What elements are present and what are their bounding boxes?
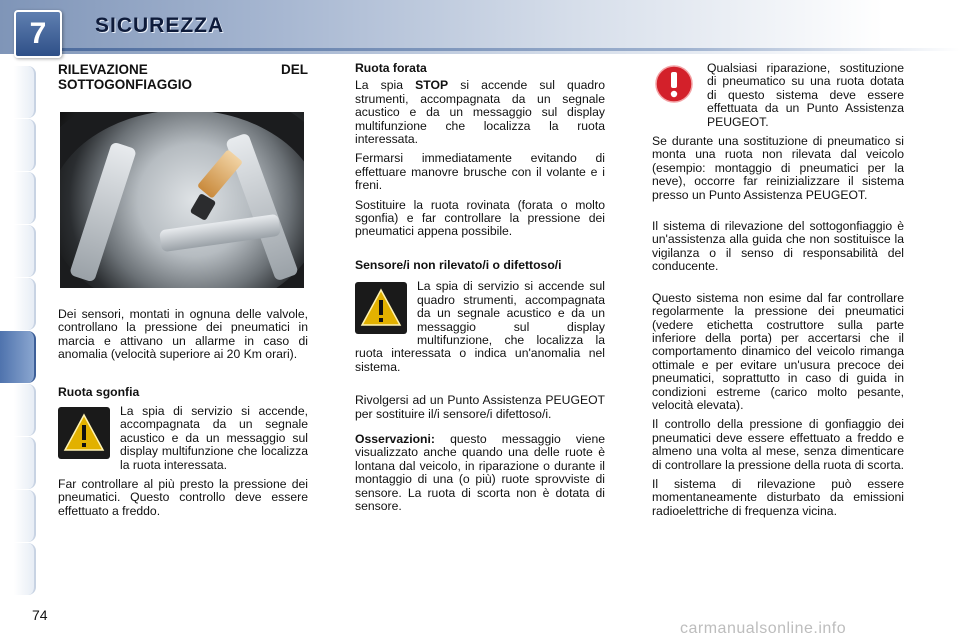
chapter-tab[interactable]: [0, 490, 36, 542]
note-label: Osservazioni:: [355, 431, 435, 446]
exempt-paragraph: Questo sistema non esime dal far controllare regolarmente la pressione dei pneumatici (vedere etichetta costruttore sulla parte inferiore della porta) per accertarsi che il comportamento dinamico del veicolo rimanga ottimale e per evitare un'usura precoce dei pneumatici, soprattutto in caso di guida in condizioni estreme (carico molto pesante, velocità elevata).: [652, 290, 904, 412]
chapter-tab[interactable]: [0, 119, 36, 171]
punctured-tyre-paragraph: La spia STOP si accende sul quadro strumenti, accompagnata da un segnale acustico e da un messaggio sul display multifunzione che localizza la ruota interessata.: [355, 78, 606, 147]
punctured-tyre-replace: Sostituire la ruota rovinata (forata o molto sgonfia) e far controllare la pressione dei pneumatici appena possibile.: [355, 197, 605, 239]
section-heading: RILEVAZIONE DEL SOTTOGONFIAGGIO: [58, 62, 308, 92]
sensor-heading: Sensore/i non rilevato/i o difettoso/i: [355, 257, 562, 272]
chapter-tab-strip: [0, 66, 36, 596]
flat-tyre-warning: La spia di servizio si accende, accompagnata da un segnale acustico e da un messaggio sul display multifunzione che localizza la ruota interessata.: [58, 405, 308, 478]
caution-block: Qualsiasi riparazione, sostituzione di pneumatico su una ruota dotata di questo sistema deve essere effettuata da un Punto Assistenza PEUGEOT.: [652, 62, 904, 135]
replacement-paragraph: Se durante una sostituzione di pneumatico si monta una ruota non rilevata dal veicolo (esempio: montaggio di pneumatici per la neve), occorre far reinizializzare il sistema presso un Punto Assistenza PEUGEOT.: [652, 134, 904, 202]
chapter-tab[interactable]: [0, 66, 36, 118]
chapter-tab[interactable]: [0, 384, 36, 436]
left-column: [58, 62, 308, 524]
watermark: carmanualsonline.info: [680, 620, 847, 637]
header-divider: [40, 48, 960, 51]
chapter-tab[interactable]: [0, 172, 36, 224]
page-number: 74: [32, 607, 48, 623]
service-warning-icon: [355, 282, 407, 334]
flat-tyre-heading: Ruota sgonfia: [58, 384, 140, 399]
assist-paragraph: Il sistema di rilevazione del sottogonfiaggio è un'assistenza alla guida che non sostituisce la vigilanza o il senso di responsabilità del conducente.: [652, 219, 904, 274]
chapter-tab[interactable]: [0, 225, 36, 277]
middle-column: [355, 62, 605, 519]
chapter-tab[interactable]: [0, 278, 36, 330]
intro-paragraph: Dei sensori, montati in ognuna delle valvole, controllano la pressione dei pneumatici in marcia e attivano un allarme in caso di anomalia (velocità superiore ai 20 Km orari).: [58, 307, 308, 362]
sensor-warning: La spia di servizio si accende sul quadro strumenti, accompagnata da un segnale acustico e da un messaggio sul display multifunzione, che localizza la ruota interessata o indica un'anomalia nel sistema.: [355, 280, 605, 374]
sensor-action: Rivolgersi ad un Punto Assistenza PEUGEOT per sostituire il/i sensore/i difettoso/i.: [355, 393, 605, 421]
cold-check-paragraph: Il controllo della pressione di gonfiaggio dei pneumatici deve essere effettuato a freddo e almeno una volta al mese, senza dimenticare di controllare la pressione della ruota di scorta.: [652, 417, 905, 472]
chapter-number-badge: 7: [14, 10, 62, 58]
wheel-valve-photo: [60, 112, 304, 288]
interference-paragraph: Il sistema di rilevazione può essere momentaneamente disturbato da emissioni radioelettriche di frequenza vicina.: [652, 476, 904, 518]
service-warning-icon: [58, 407, 110, 459]
stop-label: STOP: [415, 78, 449, 93]
chapter-tab[interactable]: [0, 437, 36, 489]
right-column: [652, 62, 904, 524]
stop-warning-icon: [654, 64, 694, 104]
flat-tyre-action: Far controllare al più presto la pressione dei pneumatici. Questo controllo deve essere effettuato a freddo.: [58, 477, 308, 518]
punctured-tyre-action: Fermarsi immediatamente evitando di effettuare manovre brusche con il volante e i freni.: [355, 151, 605, 193]
chapter-tab-active[interactable]: [0, 331, 36, 383]
chapter-title: SICUREZZA: [95, 14, 225, 37]
punctured-tyre-heading: Ruota forata: [355, 61, 427, 75]
note-paragraph: Osservazioni: questo messaggio viene visualizzato anche quando una delle ruote è lontana dal veicolo, in riparazione o durante il montaggio di una (o più) ruote sprovviste di sensore. La ruota di scorta non è dotata di sensore.: [355, 431, 605, 513]
chapter-tab[interactable]: [0, 543, 36, 595]
